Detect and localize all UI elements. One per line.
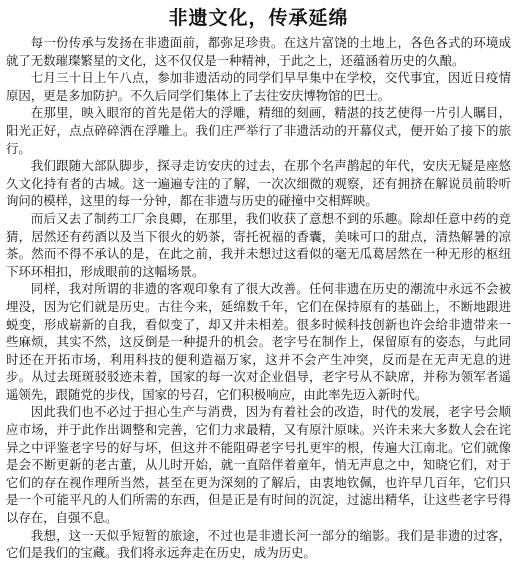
paragraph: 我们跟随大部队脚步，探寻走访安庆的过去，在那个名声鹊起的年代，安庆无疑是座悠久文化持有者的古城。这一遍遍专注的了解，一次次细微的观察，还有拥挤在解说员前聆听询问的模样，这里的每一分钟，都在非遗与历史的碰撞中交相辉映。 [6,158,511,209]
paragraph: 七月三十日上午八点，参加非遗活动的同学们早早集中在学校，交代事宜，因近日疫情原因，更是多加防护。不久后同学们集体上了去往安庆博物馆的巴士。 [6,70,511,103]
article-body [6,34,511,562]
paragraph: 我想，这一天似乎短暂的旅途，不过也是非遗长河一部分的缩影。我们是非遗的过客，它们是我们的宝藏。我们将永远奔走在历史，成为历史。 [6,527,511,561]
paragraph: 因此我们也不必过于担心生产与消费，因为有着社会的改造，时代的发展，老字号会顺应市场，并于此作出调整和完善，它们力求最精，又有原汁原味。兴许未来大多数人会在诧异之中评鉴老字号的好与坏，但这并不能阻碍老字号扎更牢的根，传遍大江南北。它们就像是会不断更新的老古董，从儿时开始，就一直陪伴着童年，悄无声息之中，知晓它们，对于它们的存在视作理所当然，甚至在更为深刻的了解后，由衷地钦佩，也许早几百年，它们只是一个可能平凡的人们所需的东西，但是正是有时间的沉淀，过滤出精华，让这些老字号得以存在，自强不息。 [6,404,511,526]
paragraph: 而后又去了制药工厂余良卿，在那里，我们收获了意想不到的乐趣。除却任意中药的竞猜，居然还有药酒以及当下很火的奶茶，寄托祝福的香囊，美味可口的甜点，清热解暑的凉茶。然而不得不承认的是，在此之前，我并未想过这看似的毫无瓜葛居然在一种无形的枢纽下环环相扣，形成眼前的这幅场景。 [6,210,511,279]
article-title: 非遗文化，传承延绵 [168,7,349,29]
paragraph: 每一份传承与发扬在非遗面前，都弥足珍贵。在这片富饶的土地上，各色各式的环境成就了无数璀璨繁星的文化，这不仅仅是一种精神，于此之上，还蕴涵着历史的久酿。 [6,35,511,68]
paragraph: 在那里，映入眼帘的首先是偌大的浮雕，精细的刻画，精湛的技艺使得一片引人瞩目，阳光正好，点点碎碎洒在浮雕上。我们庄严举行了非遗活动的开幕仪式，便开始了接下的旅行。 [6,105,511,156]
paragraph: 同样，我对所谓的非遗的客观印象有了很大改善。任何非遗在历史的潮流中永远不会被埋没，因为它们就是历史。古往今来，延绵数千年，它们在保持原有的基础上，不断地跟进蜕变，形成崭新的自我，看似变了，却又并未相差。很多时候科技创新也许会给非遗带来一些麻烦，其实不然，这反倒是一种提升的机会。老字号在制作上，保留原有的姿态，与此同时还在开拓市场，利用科技的便利造福万家，这并不会产生冲突，反而是在无声无息的进步。从过去斑斑驳驳迹未着，国家的每一次对企业倡导，老字号从不缺席，并称为领军者遥遥领先，跟随党的步伐，国家的号召，它们积极响应，由此率先迈入新时代。 [6,281,511,402]
